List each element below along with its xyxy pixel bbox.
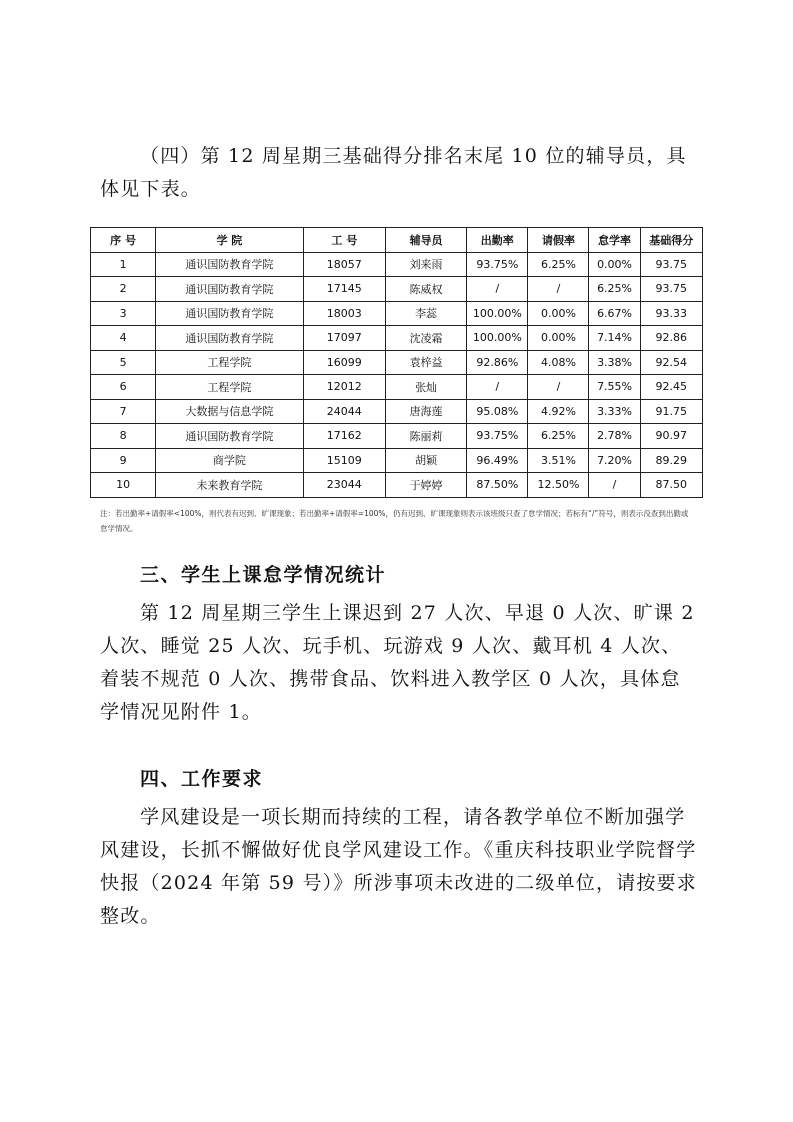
section4-paragraph: 学风建设是一项长期而持续的工程，请各教学单位不断加强学风建设，长抓不懈做好优良学风建设工作。《重庆科技职业学院督学快报（2024 年第 59 号）》所涉事项未改进的二级单位，请按要求整改。: [100, 806, 697, 927]
cell-base-score: 93.33: [640, 301, 702, 326]
cell-college: 商学院: [156, 448, 303, 473]
cell-staff-id: 17145: [303, 277, 385, 302]
cell-counselor: 胡颖: [386, 448, 467, 473]
intro-paragraph: （四）第 12 周星期三基础得分排名末尾 10 位的辅导员，具体见下表。: [100, 145, 687, 200]
header-counselor: 辅导员: [386, 228, 467, 253]
cell-idle-rate: 7.14%: [589, 326, 640, 351]
cell-counselor: 陈丽莉: [386, 424, 467, 449]
cell-leave-rate: 12.50%: [528, 473, 589, 498]
cell-counselor: 于婷婷: [386, 473, 467, 498]
cell-base-score: 87.50: [640, 473, 702, 498]
cell-counselor: 陈威权: [386, 277, 467, 302]
cell-index: 3: [91, 301, 156, 326]
table-row: [91, 326, 703, 351]
cell-counselor: 沈凌霜: [386, 326, 467, 351]
cell-base-score: 90.97: [640, 424, 702, 449]
cell-college: 大数据与信息学院: [156, 399, 303, 424]
cell-idle-rate: 7.20%: [589, 448, 640, 473]
section3-heading: 三、学生上课怠学情况统计: [140, 564, 387, 586]
cell-college: 工程学院: [156, 350, 303, 375]
cell-base-score: 93.75: [640, 252, 702, 277]
cell-attendance-rate: 96.49%: [467, 448, 528, 473]
section3-paragraph: 第 12 周星期三学生上课迟到 27 人次、早退 0 人次、旷课 2 人次、睡觉 25 人次、玩手机、玩游戏 9 人次、戴耳机 4 人次、着装不规范 0 人次、携带食品、饮料进入教学区 0 人次，具体怠学情况见附件 1。: [100, 602, 695, 723]
header-attendance-rate: 出勤率: [467, 228, 528, 253]
cell-index: 10: [91, 473, 156, 498]
header-index: 序 号: [91, 228, 156, 253]
cell-index: 6: [91, 375, 156, 400]
cell-idle-rate: 3.38%: [589, 350, 640, 375]
cell-index: 9: [91, 448, 156, 473]
cell-staff-id: 12012: [303, 375, 385, 400]
cell-staff-id: 18057: [303, 252, 385, 277]
table-row: [91, 375, 703, 400]
header-college: 学 院: [156, 228, 303, 253]
header-leave-rate: 请假率: [528, 228, 589, 253]
cell-staff-id: 23044: [303, 473, 385, 498]
cell-attendance-rate: 100.00%: [467, 326, 528, 351]
cell-attendance-rate: 95.08%: [467, 399, 528, 424]
cell-attendance-rate: /: [467, 277, 528, 302]
cell-idle-rate: 7.55%: [589, 375, 640, 400]
cell-leave-rate: 3.51%: [528, 448, 589, 473]
cell-base-score: 91.75: [640, 399, 702, 424]
cell-staff-id: 17162: [303, 424, 385, 449]
cell-college: 工程学院: [156, 375, 303, 400]
cell-college: 通识国防教育学院: [156, 252, 303, 277]
table-row: [91, 252, 703, 277]
cell-index: 7: [91, 399, 156, 424]
table-row: [91, 350, 703, 375]
cell-attendance-rate: 100.00%: [467, 301, 528, 326]
cell-leave-rate: 4.08%: [528, 350, 589, 375]
cell-counselor: 袁梓益: [386, 350, 467, 375]
cell-college: 未来教育学院: [156, 473, 303, 498]
cell-index: 4: [91, 326, 156, 351]
cell-attendance-rate: 87.50%: [467, 473, 528, 498]
table-note: 注：若出勤率+请假率<100%，则代表有迟到、旷课现象；若出勤率+请假率=100%，仍有迟到、旷课现象则表示该班级只查了怠学情况；若标有“/”符号，则表示没查到出勤或怠学情况。: [100, 509, 689, 533]
header-staff-id: 工 号: [303, 228, 385, 253]
cell-index: 5: [91, 350, 156, 375]
cell-base-score: 89.29: [640, 448, 702, 473]
table-row: [91, 473, 703, 498]
cell-idle-rate: 6.67%: [589, 301, 640, 326]
section4-heading: 四、工作要求: [140, 768, 264, 790]
cell-counselor: 张灿: [386, 375, 467, 400]
cell-index: 1: [91, 252, 156, 277]
cell-college: 通识国防教育学院: [156, 301, 303, 326]
table-row: [91, 448, 703, 473]
cell-attendance-rate: 93.75%: [467, 424, 528, 449]
table-row: [91, 277, 703, 302]
cell-college: 通识国防教育学院: [156, 424, 303, 449]
cell-idle-rate: /: [589, 473, 640, 498]
cell-staff-id: 17097: [303, 326, 385, 351]
cell-leave-rate: 0.00%: [528, 301, 589, 326]
table-header-row: [91, 228, 703, 253]
cell-leave-rate: 6.25%: [528, 252, 589, 277]
cell-staff-id: 18003: [303, 301, 385, 326]
cell-idle-rate: 2.78%: [589, 424, 640, 449]
cell-index: 8: [91, 424, 156, 449]
cell-index: 2: [91, 277, 156, 302]
cell-leave-rate: /: [528, 375, 589, 400]
cell-staff-id: 24044: [303, 399, 385, 424]
cell-idle-rate: 6.25%: [589, 277, 640, 302]
cell-college: 通识国防教育学院: [156, 277, 303, 302]
cell-base-score: 93.75: [640, 277, 702, 302]
cell-base-score: 92.86: [640, 326, 702, 351]
cell-attendance-rate: 93.75%: [467, 252, 528, 277]
cell-leave-rate: /: [528, 277, 589, 302]
counselor-ranking-table: [90, 227, 703, 498]
header-base-score: 基础得分: [640, 228, 702, 253]
cell-attendance-rate: 92.86%: [467, 350, 528, 375]
cell-leave-rate: 6.25%: [528, 424, 589, 449]
cell-idle-rate: 0.00%: [589, 252, 640, 277]
cell-base-score: 92.45: [640, 375, 702, 400]
cell-staff-id: 16099: [303, 350, 385, 375]
table-row: [91, 424, 703, 449]
cell-attendance-rate: /: [467, 375, 528, 400]
cell-idle-rate: 3.33%: [589, 399, 640, 424]
cell-college: 通识国防教育学院: [156, 326, 303, 351]
cell-leave-rate: 0.00%: [528, 326, 589, 351]
cell-counselor: 唐海莲: [386, 399, 467, 424]
table-row: [91, 399, 703, 424]
cell-base-score: 92.54: [640, 350, 702, 375]
table-row: [91, 301, 703, 326]
cell-leave-rate: 4.92%: [528, 399, 589, 424]
cell-staff-id: 15109: [303, 448, 385, 473]
cell-counselor: 李蕊: [386, 301, 467, 326]
header-idle-rate: 怠学率: [589, 228, 640, 253]
cell-counselor: 刘来雨: [386, 252, 467, 277]
